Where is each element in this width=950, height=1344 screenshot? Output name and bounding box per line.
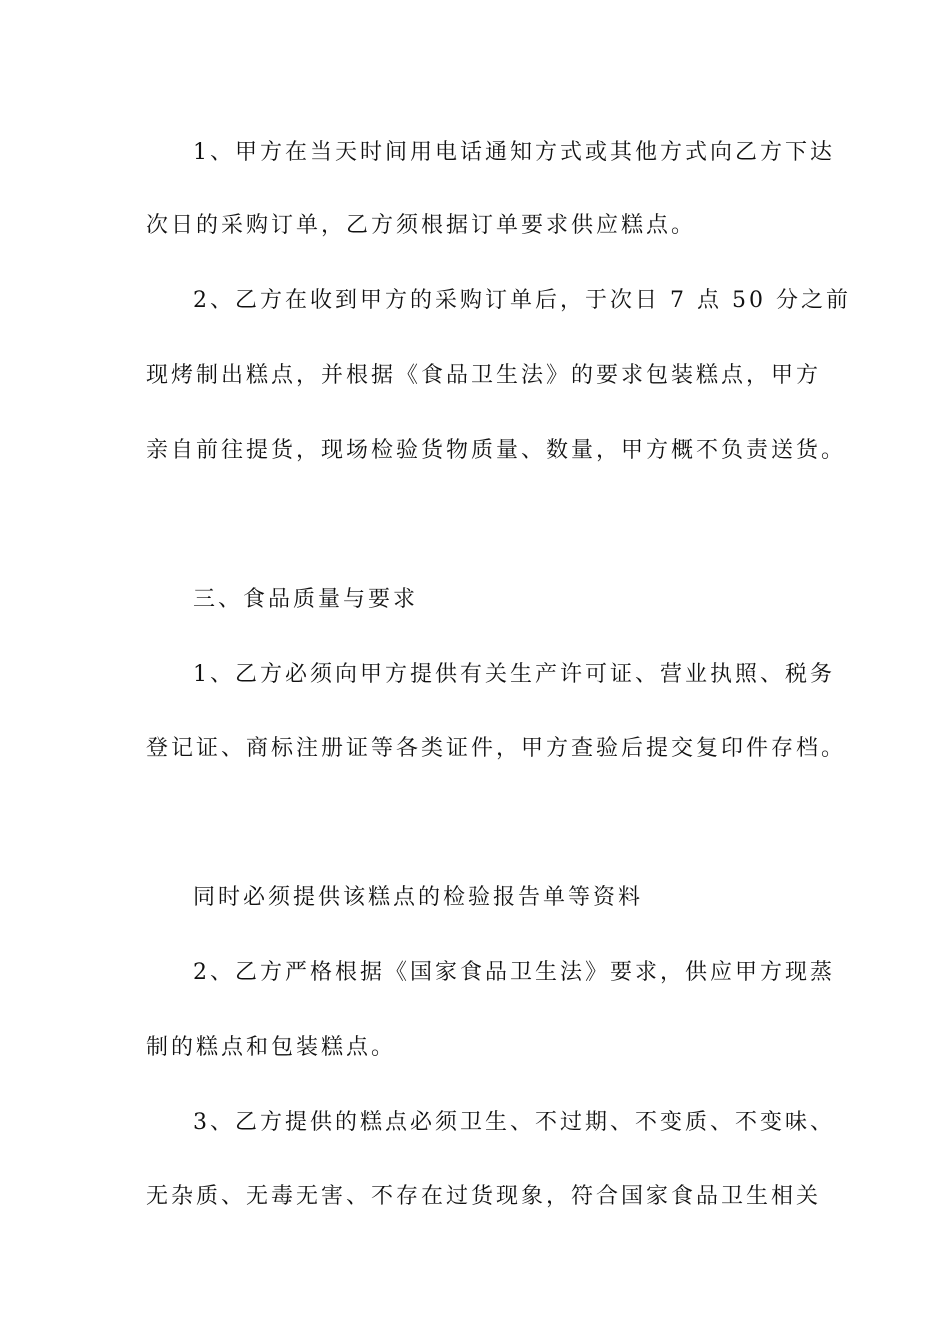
paragraph-line: 2、乙方严格根据《国家食品卫生法》要求，供应甲方现蒸 [193,960,835,985]
paragraph-line: 1、甲方在当天时间用电话通知方式或其他方式向乙方下达 [193,140,835,165]
paragraph-line: 登记证、商标注册证等各类证件，甲方查验后提交复印件存档。 [146,736,847,761]
paragraph-line: 次日的采购订单，乙方须根据订单要求供应糕点。 [146,213,697,238]
paragraph-line: 2、乙方在收到甲方的采购订单后，于次日 7 点 50 分之前 [193,288,851,313]
section-heading: 三、食品质量与要求 [193,587,419,612]
paragraph-line: 同时必须提供该糕点的检验报告单等资料 [193,885,644,910]
paragraph-line: 无杂质、无毒无害、不存在过货现象，符合国家食品卫生相关 [146,1184,822,1209]
paragraph-line: 亲自前往提货，现场检验货物质量、数量，甲方概不负责送货。 [146,438,847,463]
paragraph-line: 制的糕点和包装糕点。 [146,1035,397,1060]
paragraph-line: 3、乙方提供的糕点必须卫生、不过期、不变质、不变味、 [193,1110,835,1135]
paragraph-line: 现烤制出糕点，并根据《食品卫生法》的要求包装糕点，甲方 [146,363,822,388]
paragraph-line: 1、乙方必须向甲方提供有关生产许可证、营业执照、税务 [193,662,835,687]
